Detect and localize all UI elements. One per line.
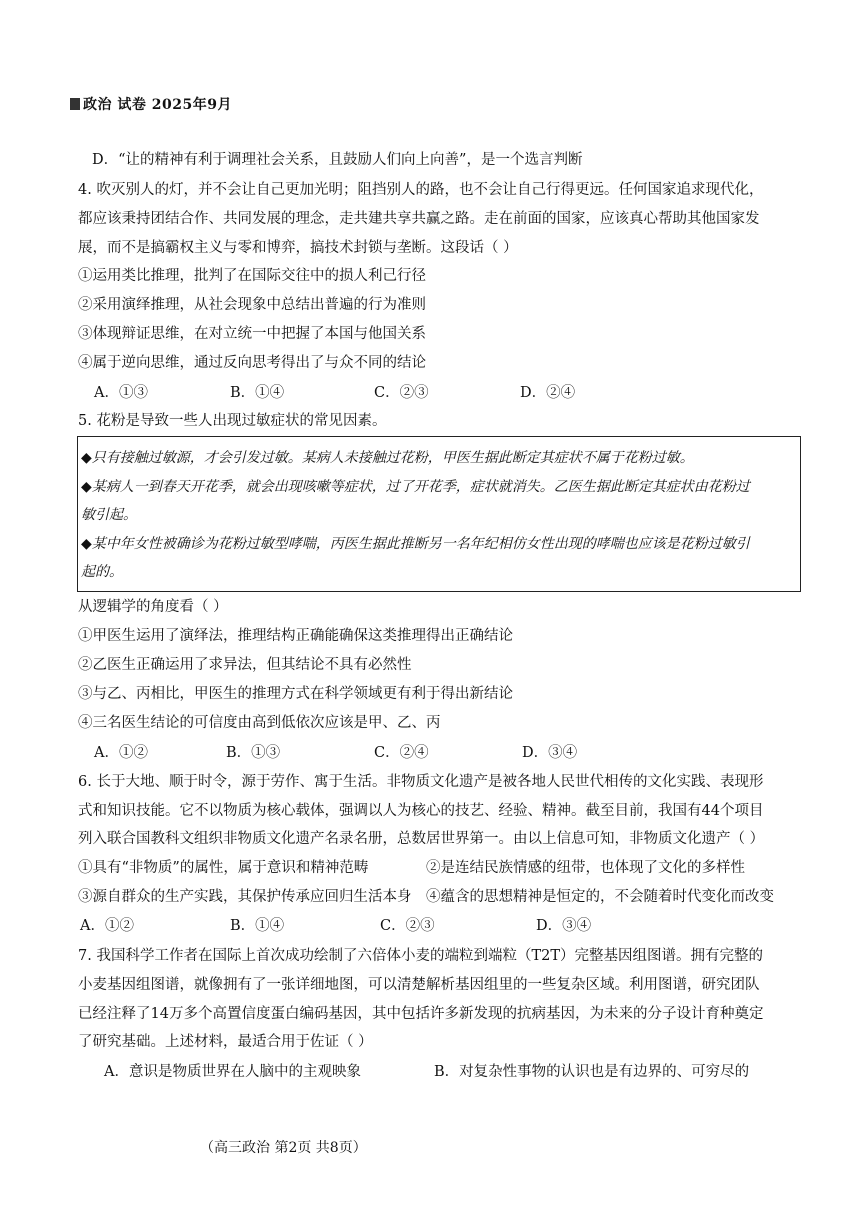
q6-statement-1: ①具有“非物质”的属性，属于意识和精神范畴 <box>78 860 369 876</box>
q4-option-b: B．①④ <box>230 385 285 401</box>
q4-option-d: D．②④ <box>520 385 576 401</box>
q6-statement-4: ④蕴含的思想精神是恒定的，不会随着时代变化而改变 <box>426 889 774 905</box>
q5-statement-1: ①甲医生运用了演绎法，推理结构正确能确保这类推理得出正确结论 <box>78 628 513 644</box>
q7-options <box>104 1062 804 1082</box>
q5-question: 从逻辑学的角度看（ ） <box>78 599 228 615</box>
header-mark-icon <box>70 98 80 110</box>
q5-box-line-5: 起的。 <box>81 564 123 580</box>
q4-option-c: C．②③ <box>374 385 429 401</box>
q7-line-2: 小麦基因组图谱，就像拥有了一张详细地图，可以清楚解析基因组里的一些复杂区域。利用图谱，研究团队 <box>78 977 760 993</box>
q7-line-4: 了研究基础。上述材料，最适合用于佐证（ ） <box>78 1034 373 1050</box>
q6-option-d: D．③④ <box>536 918 592 934</box>
q5-statement-4: ④三名医生结论的可信度由高到低依次应该是甲、乙、丙 <box>78 715 441 731</box>
q4-statement-4: ④属于逆向思维，通过反向思考得出了与众不同的结论 <box>78 355 426 371</box>
q5-box-line-1: ◆只有接触过敏源，才会引发过敏。某病人未接触过花粉，甲医生据此断定其症状不属于花粉过敏。 <box>81 450 694 466</box>
q4-statement-2: ②采用演绎推理，从社会现象中总结出普遍的行为准则 <box>78 297 426 313</box>
q5-statement-2: ②乙医生正确运用了求异法，但其结论不具有必然性 <box>78 657 412 673</box>
q5-option-c: C．②④ <box>374 745 429 761</box>
q4-line-3: 展，而不是搞霸权主义与零和博弈，搞技术封锁与垄断。这段话（ ） <box>78 240 518 256</box>
header-text: 政治 试卷 2025年9月 <box>83 97 232 113</box>
q6-line-1: 6. 长于大地、顺于时令，源于劳作、寓于生活。非物质文化遗产是被各地人民世代相传的文化实践、表现形 <box>78 774 764 790</box>
q4-options <box>94 383 794 403</box>
q6-option-b: B．①④ <box>230 918 285 934</box>
q5-statement-3: ③与乙、丙相比，甲医生的推理方式在科学领域更有利于得出新结论 <box>78 686 513 702</box>
q6-statements-row-1 <box>78 858 808 878</box>
q6-options <box>80 916 780 936</box>
q7-option-b: B．对复杂性事物的认识也是有边界的、可穷尽的 <box>434 1064 750 1080</box>
q5-options <box>94 743 794 763</box>
page-header <box>70 94 232 114</box>
q7-line-3: 已经注释了14万多个高置信度蛋白编码基因，其中包括许多新发现的抗病基因，为未来的分子设计育种奠定 <box>78 1006 764 1022</box>
q6-statement-2: ②是连结民族情感的纽带，也体现了文化的多样性 <box>426 860 745 876</box>
q7-option-a: A．意识是物质世界在人脑中的主观映象 <box>104 1064 361 1080</box>
q6-line-3: 列入联合国教科文组织非物质文化遗产名录名册，总数居世界第一。由以上信息可知，非物质文化遗产（ ） <box>78 831 765 847</box>
q6-option-a: A．①② <box>80 918 134 934</box>
q6-option-c: C．②③ <box>380 918 435 934</box>
q6-statement-3: ③源自群众的生产实践，其保护传承应回归生活本身 <box>78 889 412 905</box>
q5-option-d: D．③④ <box>522 745 578 761</box>
q4-statement-3: ③体现辩证思维，在对立统一中把握了本国与他国关系 <box>78 326 426 342</box>
q5-case-box <box>77 436 801 592</box>
q6-statements-row-2 <box>78 887 808 907</box>
q5-stem: 5. 花粉是导致一些人出现过敏症状的常见因素。 <box>78 413 387 429</box>
q5-box-line-2: ◆某病人一到春天开花季，就会出现咳嗽等症状，过了开花季，症状就消失。乙医生据此断定其症状由花粉过 <box>81 479 750 495</box>
q4-line-2: 都应该秉持团结合作、共同发展的理念，走共建共享共赢之路。走在前面的国家，应该真心帮助其他国家发 <box>78 211 760 227</box>
q4-line-1: 4. 吹灭别人的灯，并不会让自己更加光明；阻挡别人的路，也不会让自己行得更远。任何国家追求现代化， <box>78 182 764 198</box>
q5-box-line-4: ◆某中年女性被确诊为花粉过敏型哮喘，丙医生据此推断另一名年纪相仿女性出现的哮喘也应该是花粉过敏引 <box>81 536 750 552</box>
q4-option-a: A．①③ <box>94 385 148 401</box>
q5-option-b: B．①③ <box>226 745 281 761</box>
page-footer: （高三政治 第2页 共8页） <box>200 1140 367 1156</box>
q5-option-a: A．①② <box>94 745 148 761</box>
q4-statement-1: ①运用类比推理，批判了在国际交往中的损人利己行径 <box>78 268 426 284</box>
q5-box-line-3: 敏引起。 <box>81 507 137 523</box>
q6-line-2: 式和知识技能。它不以物质为核心载体，强调以人为核心的技艺、经验、精神。截至目前，我国有44个项目 <box>78 803 764 819</box>
q7-line-1: 7. 我国科学工作者在国际上首次成功绘制了六倍体小麦的端粒到端粒（T2T）完整基因组图谱。拥有完整的 <box>78 948 764 964</box>
prev-option-d: D．“让的精神有利于调理社会关系，且鼓励人们向上向善”，是一个选言判断 <box>92 152 583 168</box>
